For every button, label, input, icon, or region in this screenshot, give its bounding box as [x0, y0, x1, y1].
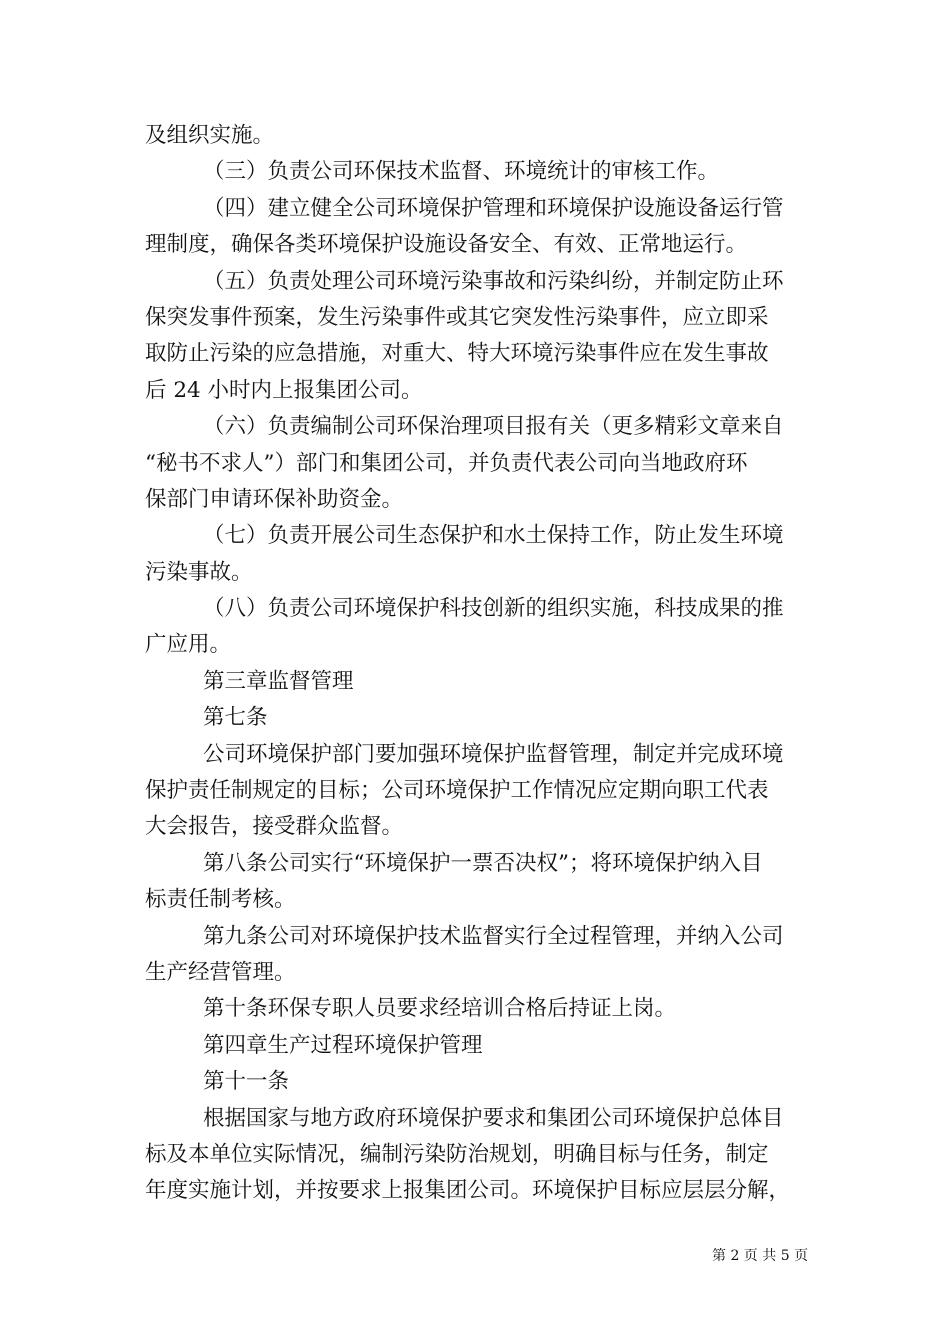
text-line: 保护责任制规定的目标；公司环境保护工作情况应定期向职工代表 — [145, 778, 769, 804]
text-line: （三）负责公司环保技术监督、环境统计的审核工作。 — [203, 159, 720, 185]
text-line: 第十条环保专职人员要求经培训合格后持证上岗。 — [203, 996, 677, 1022]
article-heading: 第十一条 — [203, 1069, 290, 1095]
page-number: 第 2 页 共 5 页 — [712, 1248, 809, 1264]
text-line: 后 24 小时内上报集团公司。 — [145, 377, 423, 403]
text-line: （五）负责处理公司环境污染事故和污染纠纷，并制定防止环 — [203, 268, 784, 294]
text-line: 标及本单位实际情况，编制污染防治规划，明确目标与任务，制定 — [145, 1141, 769, 1167]
text-line: 年度实施计划，并按要求上报集团公司。环境保护目标应层层分解， — [145, 1178, 791, 1204]
text-line: 污染事故。 — [145, 559, 253, 585]
text-line: 大会报告，接受群众监督。 — [145, 814, 404, 840]
text-line: 标责任制考核。 — [145, 887, 296, 913]
chapter-heading: 第四章生产过程环境保护管理 — [203, 1032, 483, 1058]
text-line: 保突发事件预案，发生污染事件或其它突发性污染事件，应立即采 — [145, 304, 769, 330]
text-line: 取防止污染的应急措施，对重大、特大环境污染事件应在发生事故 — [145, 341, 769, 367]
text-line: （六）负责编制公司环保治理项目报有关（更多精彩文章来自 — [203, 414, 784, 440]
text-line: 广应用。 — [145, 632, 232, 658]
text-line: 第八条公司实行“环境保护一票否决权”；将环境保护纳入目 — [203, 850, 763, 876]
text-line: “秘书不求人”）部门和集团公司，并负责代表公司向当地政府环 — [145, 450, 748, 476]
text-line: （八）负责公司环境保护科技创新的组织实施，科技成果的推 — [203, 596, 784, 622]
article-heading: 第七条 — [203, 705, 268, 731]
text-line: 及组织实施。 — [145, 123, 275, 148]
text-line: （七）负责开展公司生态保护和水土保持工作，防止发生环境 — [203, 523, 784, 549]
text-line: （四）建立健全公司环境保护管理和环境保护设施设备运行管 — [203, 195, 784, 221]
text-line: 根据国家与地方政府环境保护要求和集团公司环境保护总体目 — [203, 1105, 784, 1131]
document-body — [145, 118, 821, 1210]
text-line: 保部门申请环保补助资金。 — [145, 486, 404, 512]
chapter-heading: 第三章监督管理 — [203, 668, 354, 694]
text-line: 理制度，确保各类环境保护设施设备安全、有效、正常地运行。 — [145, 232, 748, 258]
text-line: 公司环境保护部门要加强环境保护监督管理，制定并完成环境 — [203, 741, 784, 767]
text-line: 生产经营管理。 — [145, 959, 296, 985]
text-line: 第九条公司对环境保护技术监督实行全过程管理，并纳入公司 — [203, 923, 784, 949]
